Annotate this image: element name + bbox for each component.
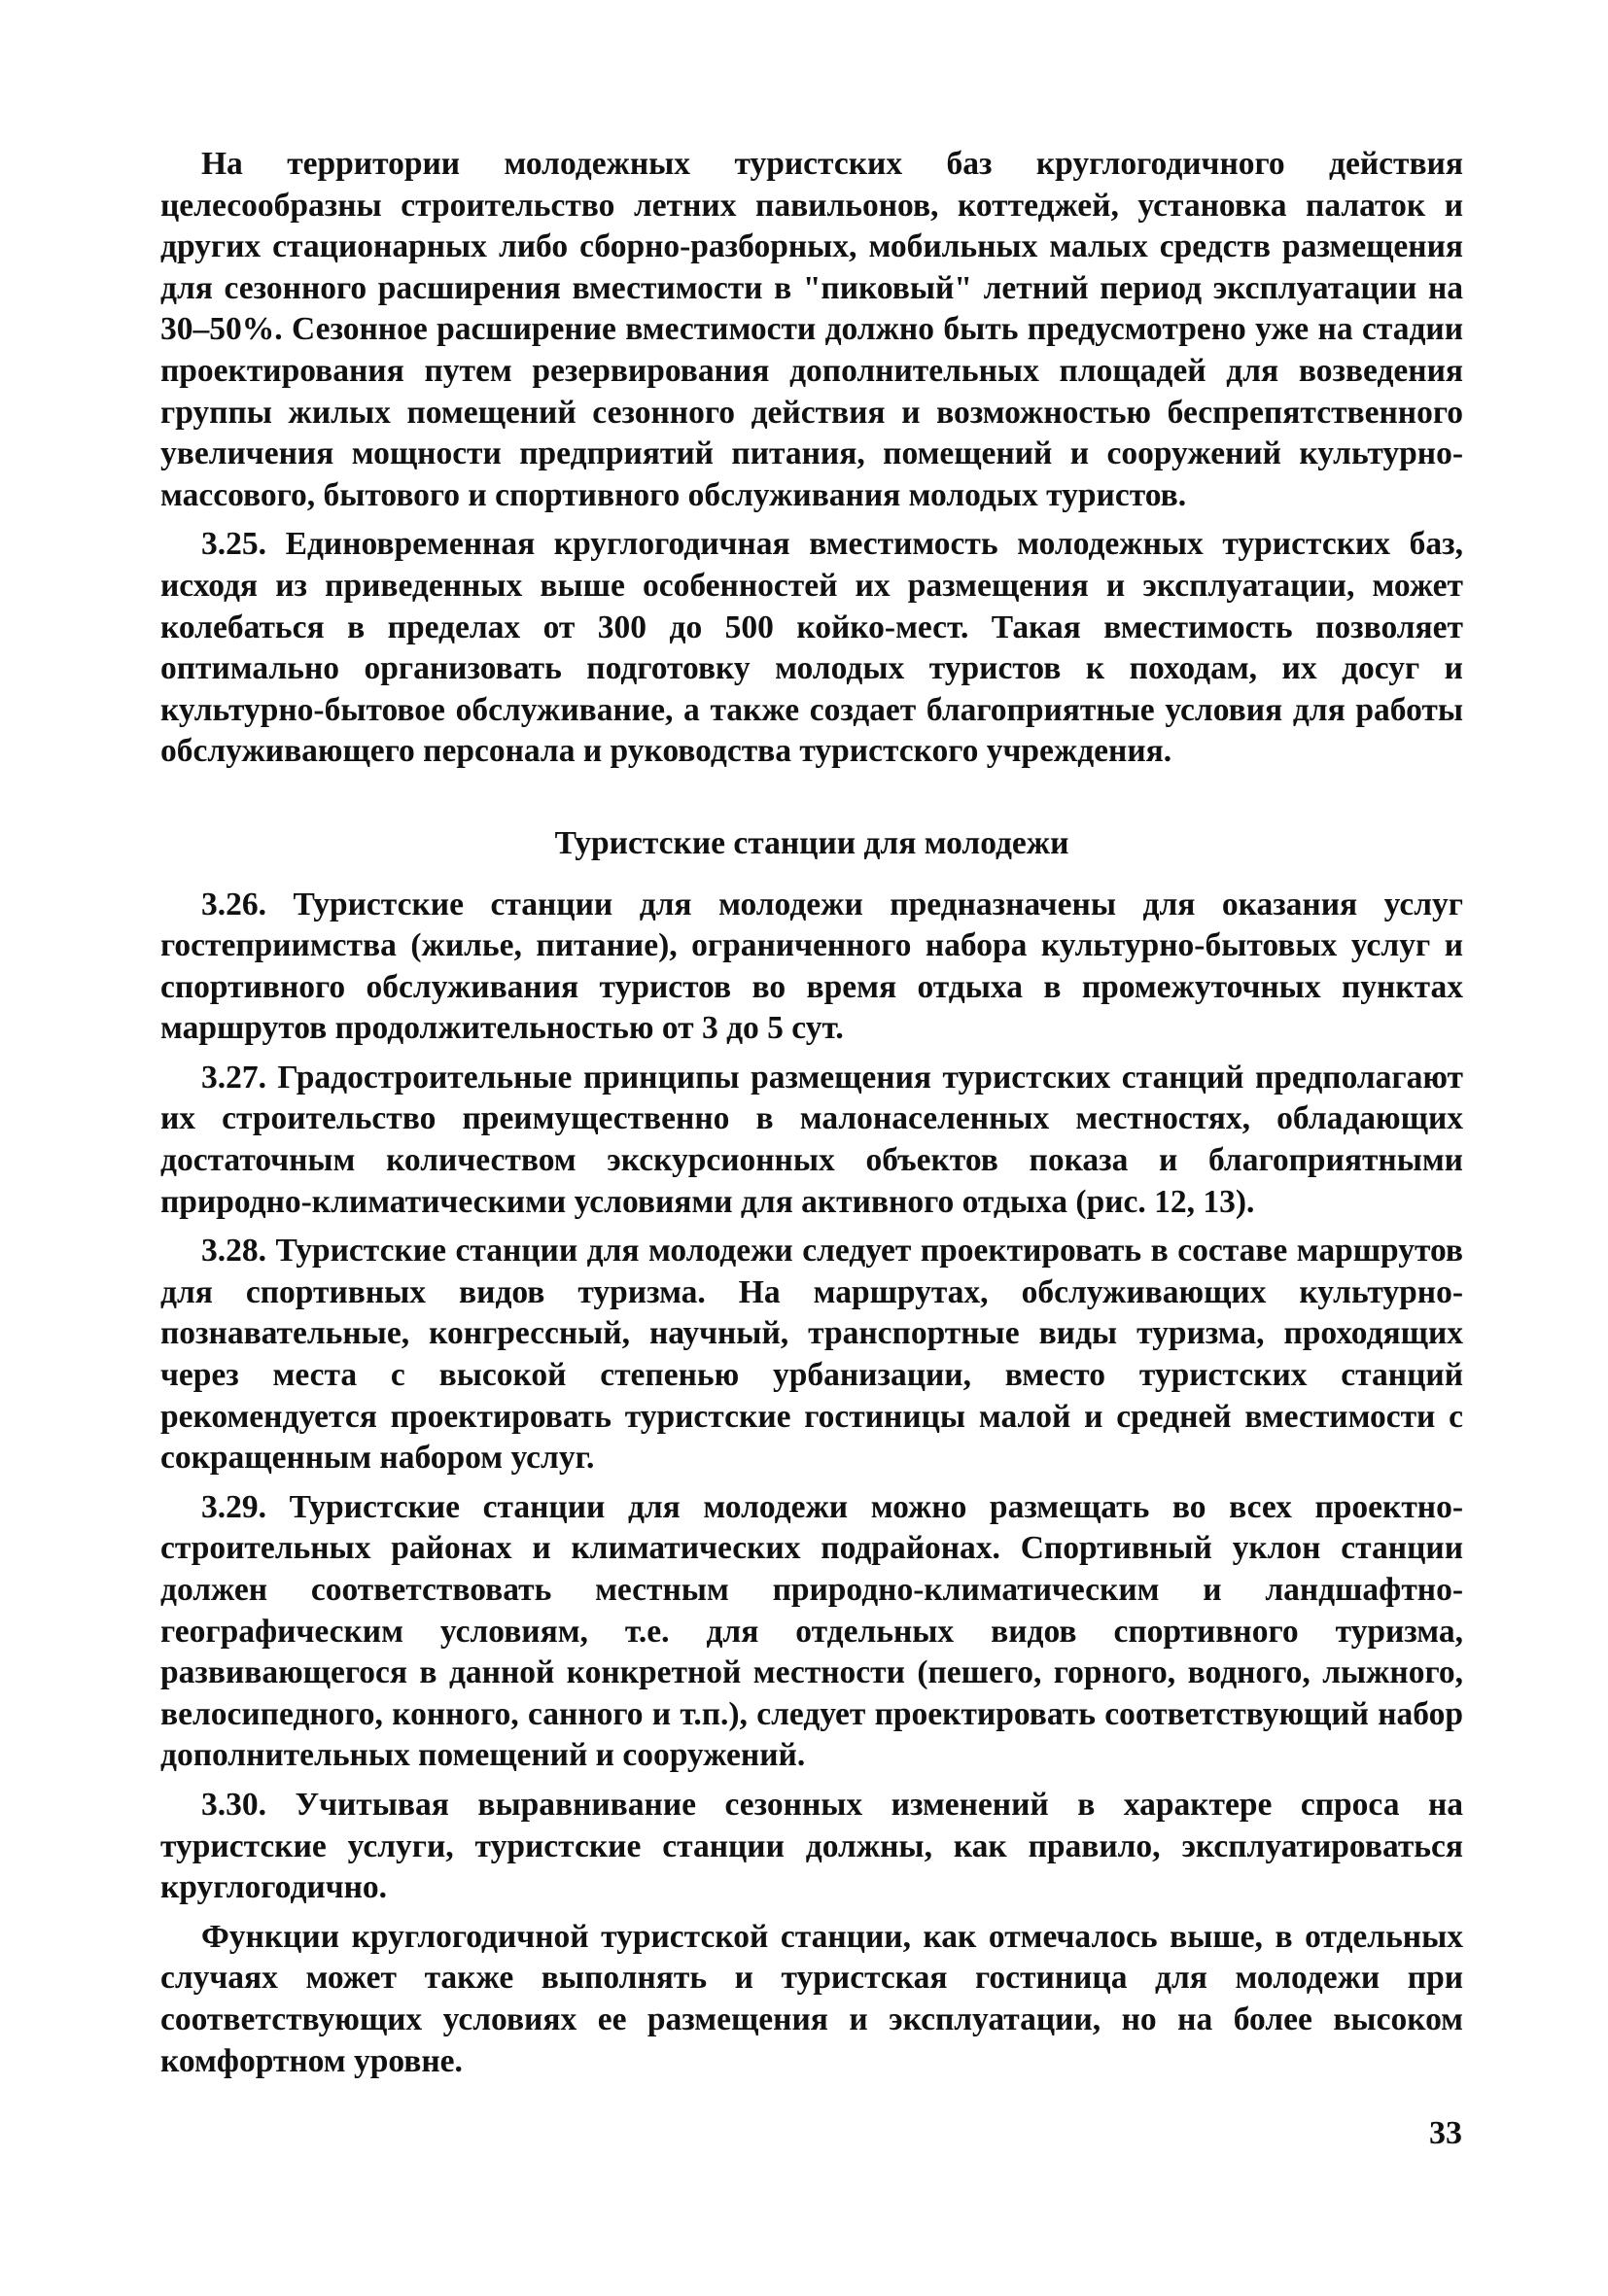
paragraph-text: Туристские станции для молодежи следует проектировать в составе маршрутов для спортивных видов туризма. На маршрутах, обслуживающих культурно-познавательные, конгрессный, научный, транспортные виды туризма, проходящих через места с высокой степенью урбанизации, вместо туристских станций рекомендуется проектировать туристские гостиницы малой и средней вместимости с сокращенным набором услуг. <box>160 1233 1463 1477</box>
paragraph-text: Туристские станции для молодежи предназначены для оказания услуг гостеприимства (жилье, питание), ограниченного набора культурно-бытовых услуг и спортивного обслуживания туристов во время отдыха в промежуточных пунктах маршрутов продолжительностью от 3 до 5 сут. <box>160 886 1464 1047</box>
paragraph-3-25 <box>160 524 1463 773</box>
paragraph-number: 3.27. <box>201 1059 266 1096</box>
paragraph-text: Туристские станции для молодежи можно размещать во всех проектно-строительных районах и климатических подрайонах. Спортивный уклон станции должен соответствовать местным природно-климатическим и ландшафтно-географическим условиям, т.е. для отдельных видов спортивного туризма, развивающегося в данной конкретной местности (пешего, горного, водного, лыжного, велосипедного, конного, санного и т.п.), следует проектировать соответствующий набор дополнительных помещений и сооружений. <box>160 1488 1464 1774</box>
paragraph-number: 3.25. <box>201 526 266 563</box>
paragraph-3-26 <box>160 885 1463 1050</box>
body-text <box>160 144 1463 2082</box>
paragraph-3-28 <box>160 1231 1463 1479</box>
paragraph-intro <box>160 144 1463 516</box>
paragraph-text: Учитывая выравнивание сезонных изменений в характере спроса на туристские услуги, туристские станции должны, как правило, эксплуатироваться круглогодично. <box>160 1786 1463 1906</box>
page-number: 33 <box>1429 2115 1462 2151</box>
paragraph-text: Функции круглогодичной туристской станции, как отмечалось выше, в отдельных случаях может также выполнять и туристская гостиница для молодежи при соответствующих условиях ее размещения и эксплуатации, но на более высоком комфортном уровне. <box>160 1918 1463 2079</box>
paragraph-functions <box>160 1917 1463 2082</box>
document-page <box>160 144 1463 2234</box>
paragraph-text: Градостроительные принципы размещения туристских станций предполагают их строительство преимущественно в малонаселенных местностях, обладающих достаточным количеством экскурсионных объектов показа и благоприятными природно-климатическими условиями для активного отдыха (рис. 12, 13). <box>160 1059 1463 1220</box>
paragraph-number: 3.30. <box>201 1786 266 1823</box>
paragraph-3-27 <box>160 1058 1463 1223</box>
paragraph-text: На территории молодежных туристских баз круглогодичного действия целесообразны строительство летних павильонов, коттеджей, установка палаток и других стационарных либо сборно-разборных, мобильных малых средств размещения для сезонного расширения вместимости в "пиковый" летний период эксплуатации на 30–50%. Сезонное расширение вместимости должно быть предусмотрено уже на стадии проектирования путем резервирования дополнительных площадей для возведения группы жилых помещений сезонного действия и возможностью беспрепятственного увеличения мощности предприятий питания, помещений и сооружений культурно-массового, бытового и спортивного обслуживания молодых туристов. <box>160 146 1463 513</box>
paragraph-text: Единовременная круглогодичная вместимость молодежных туристских баз, исходя из приведенных выше особенностей их размещения и эксплуатации, может колебаться в пределах от 300 до 500 койко-мест. Такая вместимость позволяет оптимально организовать подготовку молодых туристов к походам, их досуг и культурно-бытовое обслуживание, а также создает благоприятные условия для работы обслуживающего персонала и руководства туристского учреждения. <box>160 526 1464 770</box>
paragraph-number: 3.29. <box>201 1488 266 1525</box>
paragraph-3-29 <box>160 1487 1463 1777</box>
section-heading: Туристские станции для молодежи <box>554 824 1069 861</box>
paragraph-number: 3.26. <box>201 886 266 922</box>
paragraph-number: 3.28. <box>201 1233 266 1270</box>
paragraph-3-30 <box>160 1785 1463 1909</box>
